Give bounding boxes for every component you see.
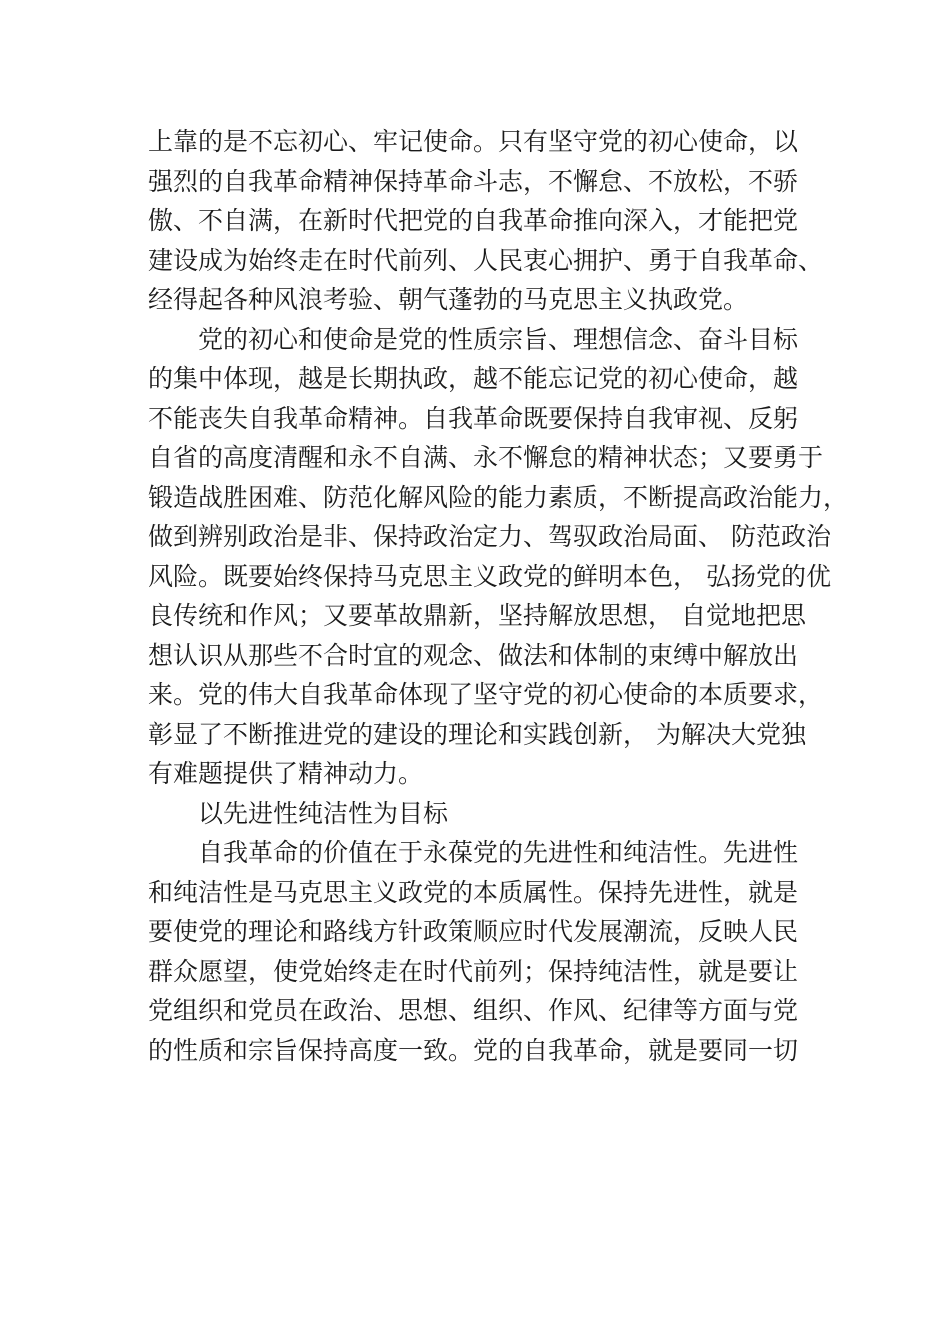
text-line: 建设成为始终走在时代前列、人民衷心拥护、勇于自我革命、 — [148, 245, 824, 275]
paragraph-start-line: 自我革命的价值在于永葆党的先进性和纯洁性。先进性 — [198, 838, 799, 867]
body-text — [148, 122, 849, 1070]
paragraph-start-line: 党的初心和使命是党的性质宗旨、理想信念、奋斗目标 — [198, 324, 799, 354]
text-line: 群众愿望，使党始终走在时代前列；保持纯洁性，就是要让 — [148, 956, 799, 986]
section-heading: 以先进性纯洁性为目标 — [198, 798, 449, 828]
text-line: 锻造战胜困难、防范化解风险的能力素质，不断提高政治能力， — [148, 482, 849, 512]
text-line: 自省的高度清醒和永不自满、永不懈怠的精神状态；又要勇于 — [148, 443, 824, 472]
text-line: 不能丧失自我革命精神。自我革命既要保持自我审视、反躬 — [148, 403, 799, 433]
text-line: 傲、不自满，在新时代把党的自我革命推向深入，才能把党 — [148, 206, 799, 235]
text-line: 和纯洁性是马克思主义政党的本质属性。保持先进性，就是 — [148, 877, 799, 907]
text-line: 有难题提供了精神动力。 — [148, 759, 424, 788]
text-line: 要使党的理论和路线方针政策顺应时代发展潮流，反映人民 — [148, 917, 799, 946]
text-line: 良传统和作风；又要革故鼎新，坚持解放思想， 自觉地把思 — [148, 601, 806, 630]
text-line: 的集中体现，越是长期执政，越不能忘记党的初心使命，越 — [148, 364, 799, 393]
text-line: 做到辨别政治是非、保持政治定力、驾驭政治局面、 防范政治 — [148, 522, 831, 551]
text-line: 彰显了不断推进党的建设的理论和实践创新， 为解决大党独 — [148, 719, 806, 749]
text-line: 来。党的伟大自我革命体现了坚守党的初心使命的本质要求， — [148, 680, 824, 709]
text-line: 强烈的自我革命精神保持革命斗志，不懈怠、不放松，不骄 — [148, 166, 799, 196]
text-line: 风险。既要始终保持马克思主义政党的鲜明本色， 弘扬党的优 — [148, 561, 831, 591]
text-line: 上靠的是不忘初心、牢记使命。只有坚守党的初心使命，以 — [148, 127, 799, 156]
text-line: 党组织和党员在政治、思想、组织、作风、纪律等方面与党 — [148, 996, 799, 1025]
text-line: 的性质和宗旨保持高度一致。党的自我革命，就是要同一切 — [148, 1035, 799, 1065]
text-line: 经得起各种风浪考验、朝气蓬勃的马克思主义执政党。 — [148, 285, 749, 314]
text-line: 想认识从那些不合时宜的观念、做法和体制的束缚中解放出 — [148, 640, 799, 670]
